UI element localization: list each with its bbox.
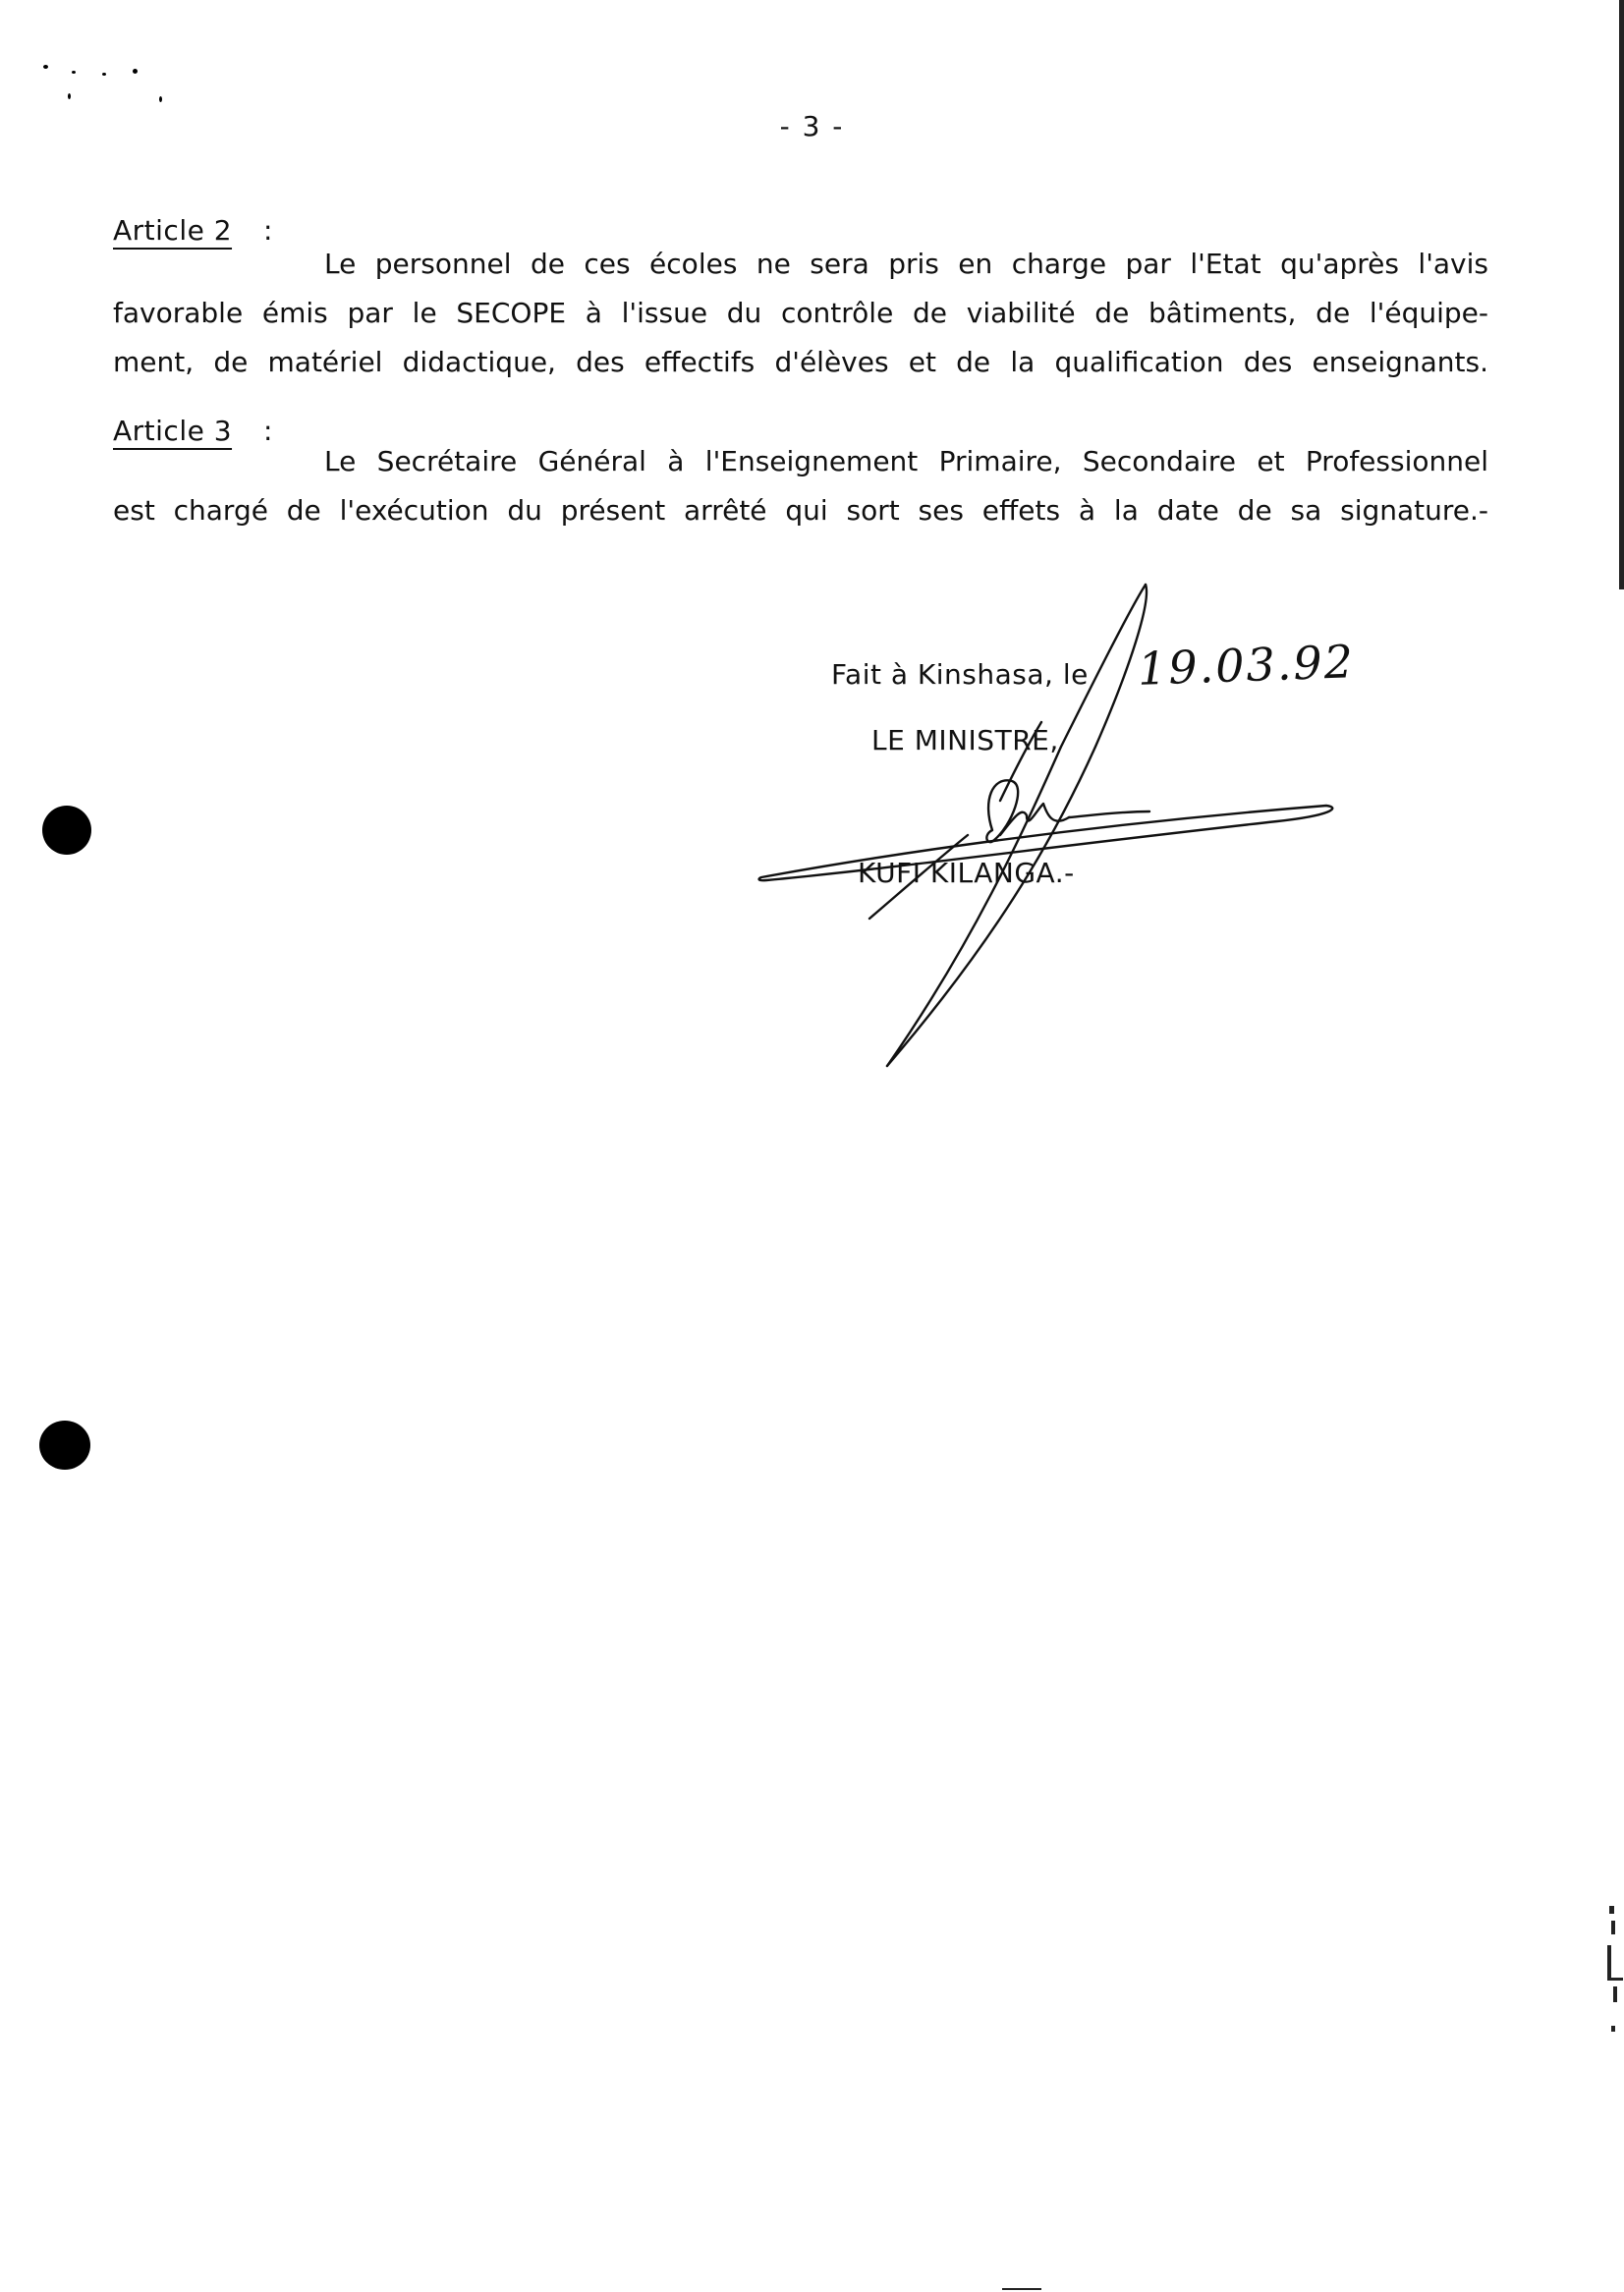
punch-hole (42, 806, 91, 855)
handwritten-date: 19.03.92 (1137, 635, 1356, 696)
article-2-body (113, 240, 1488, 387)
article-3-body (113, 437, 1488, 535)
minister-name: KUFI KILANGA.- (858, 857, 1075, 889)
article-2-line: favorable émis par le SECOPE à l'issue du contrôle de viabilité de bâtiments, de l'équipe- (113, 297, 1488, 329)
scan-speck (159, 96, 162, 102)
scan-speck (133, 69, 138, 74)
place-and-date-label: Fait à Kinshasa, le (831, 658, 1089, 691)
scan-edge-mark (1609, 1906, 1614, 1914)
scan-edge-mark (1611, 2026, 1615, 2032)
article-3-colon: : (263, 415, 273, 447)
article-3-line: Le Secrétaire Général à l'Enseignement Primaire, Secondaire et Professionnel (324, 445, 1488, 477)
punch-hole (39, 1421, 90, 1470)
scan-edge-mark (1613, 1986, 1617, 2002)
scan-edge-line (1619, 0, 1624, 589)
page-number: - 3 - (779, 110, 845, 142)
article-2-label: Article 2 (113, 214, 233, 247)
article-3-line: est chargé de l'exécution du présent arrêté qui sort ses effets à la date de sa signature.- (113, 494, 1488, 527)
scan-speck (72, 71, 76, 74)
scan-edge-mark (1002, 2288, 1041, 2290)
scan-speck (102, 73, 106, 76)
minister-title: LE MINISTRE, (871, 724, 1059, 756)
article-3-label: Article 3 (113, 415, 233, 447)
scan-edge-mark (1607, 1978, 1623, 1981)
scan-speck (43, 65, 48, 69)
article-2-line: ment, de matériel didactique, des effectifs d'élèves et de la qualification des enseignants. (113, 346, 1488, 378)
scan-edge-mark (1607, 1945, 1611, 1981)
article-2-colon: : (263, 214, 273, 247)
scan-edge-mark (1611, 1921, 1615, 1934)
scan-speck (68, 93, 71, 99)
article-2-line: Le personnel de ces écoles ne sera pris en charge par l'Etat qu'après l'avis (324, 248, 1488, 280)
